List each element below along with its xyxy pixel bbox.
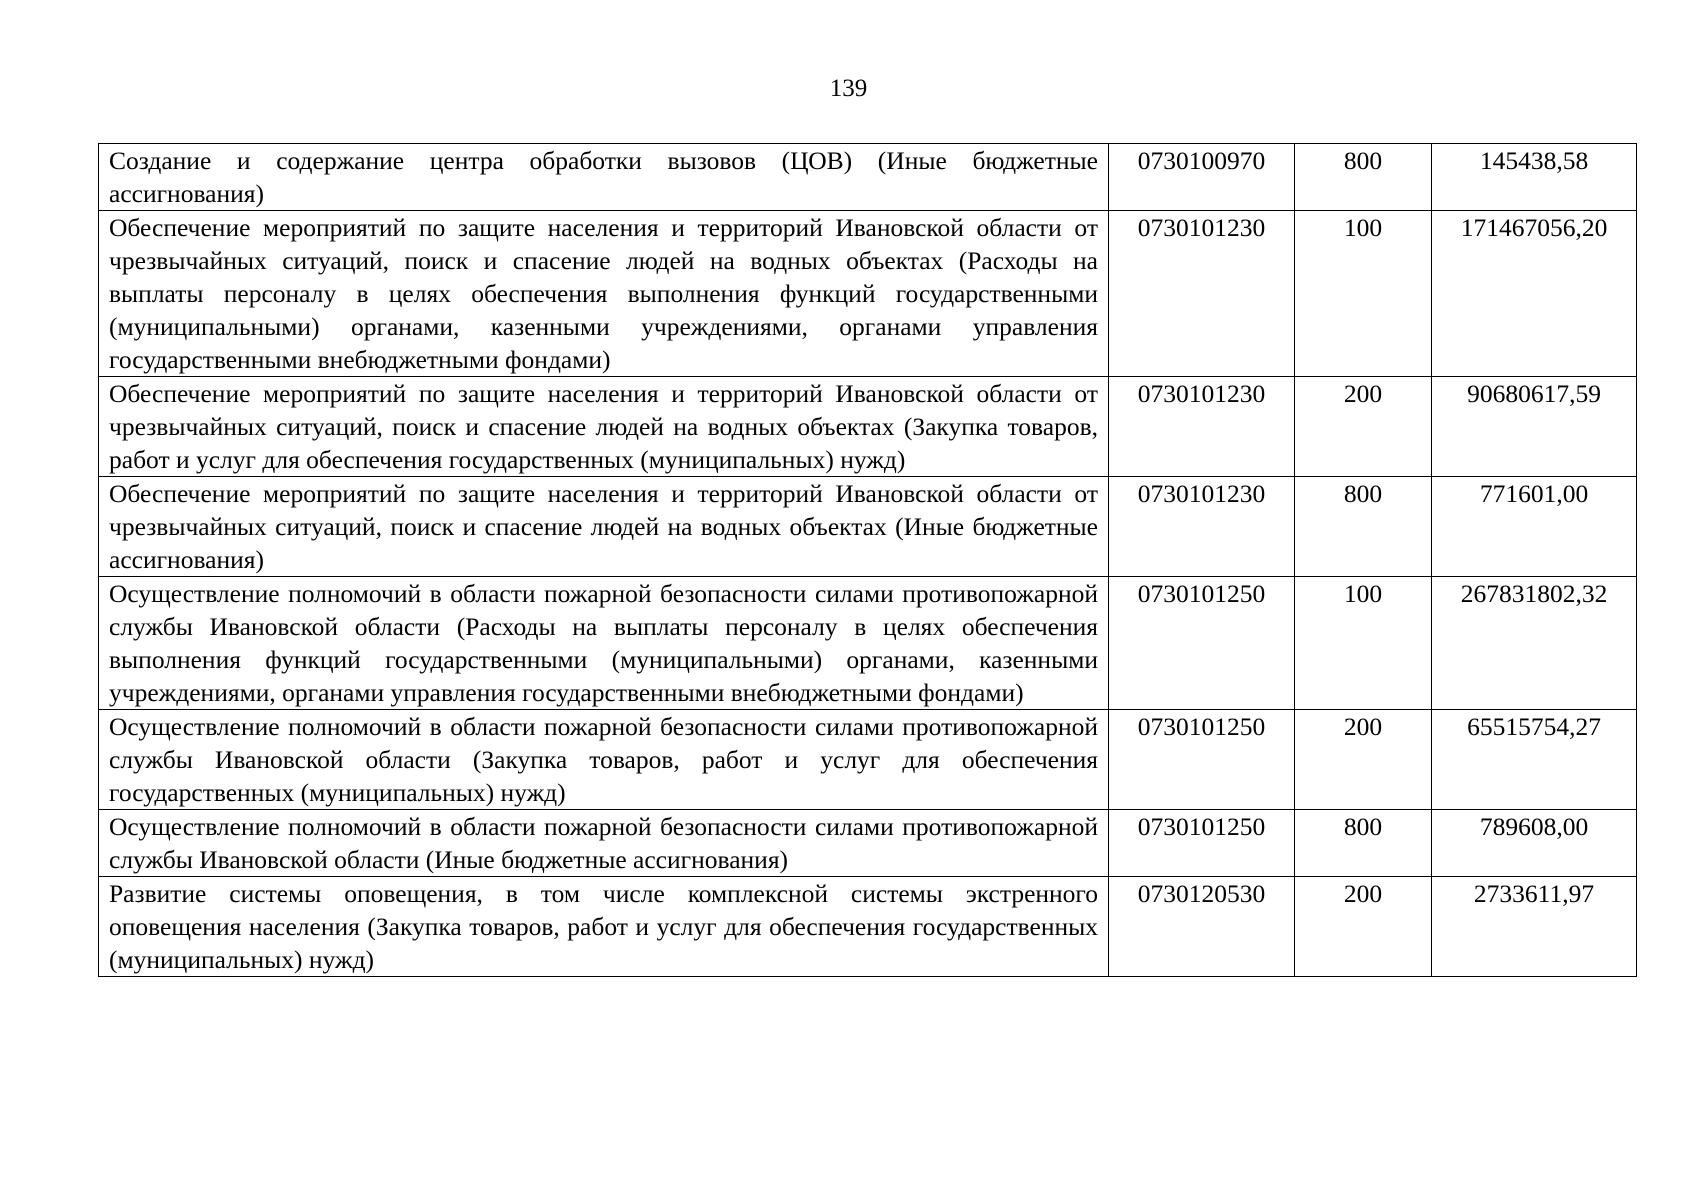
row-expense-type: 800: [1295, 477, 1432, 577]
row-target-code: 0730101230: [1109, 211, 1295, 377]
row-amount: 789608,00: [1432, 810, 1637, 877]
row-target-code: 0730101230: [1109, 477, 1295, 577]
row-description: Осуществление полномочий в области пожарной безопасности силами противопожарной службы Ивановской области (Расходы на выплаты персоналу в целях обеспечения выполнения функций государственными (муниципальными) органами, казенными учреждениями, органами управления государственными внебюджетными фондами): [99, 577, 1109, 710]
row-description: Осуществление полномочий в области пожарной безопасности силами противопожарной службы Ивановской области (Иные бюджетные ассигнования): [99, 810, 1109, 877]
table-row: [99, 877, 1637, 977]
table-row: [99, 710, 1637, 810]
row-description: Обеспечение мероприятий по защите населения и территорий Ивановской области от чрезвычайных ситуаций, поиск и спасение людей на водных объектах (Закупка товаров, работ и услуг для обеспечения государственных (муниципальных) нужд): [99, 377, 1109, 477]
row-description: Создание и содержание центра обработки вызовов (ЦОВ) (Иные бюджетные ассигнования): [99, 144, 1109, 211]
row-target-code: 0730101250: [1109, 577, 1295, 710]
row-amount: 771601,00: [1432, 477, 1637, 577]
budget-table-body: [99, 144, 1637, 977]
table-row: [99, 810, 1637, 877]
row-target-code: 0730101250: [1109, 810, 1295, 877]
row-expense-type: 100: [1295, 577, 1432, 710]
row-expense-type: 200: [1295, 710, 1432, 810]
row-target-code: 0730101250: [1109, 710, 1295, 810]
table-row: [99, 144, 1637, 211]
row-amount: 2733611,97: [1432, 877, 1637, 977]
table-row: [99, 377, 1637, 477]
row-expense-type: 100: [1295, 211, 1432, 377]
row-expense-type: 800: [1295, 144, 1432, 211]
row-description: Осуществление полномочий в области пожарной безопасности силами противопожарной службы Ивановской области (Закупка товаров, работ и услуг для обеспечения государственных (муниципальных) нужд): [99, 710, 1109, 810]
row-expense-type: 200: [1295, 377, 1432, 477]
row-target-code: 0730101230: [1109, 377, 1295, 477]
row-description: Обеспечение мероприятий по защите населения и территорий Ивановской области от чрезвычайных ситуаций, поиск и спасение людей на водных объектах (Расходы на выплаты персоналу в целях обеспечения выполнения функций государственными (муниципальными) органами, казенными учреждениями, органами управления государственными внебюджетными фондами): [99, 211, 1109, 377]
row-description: Развитие системы оповещения, в том числе комплексной системы экстренного оповещения населения (Закупка товаров, работ и услуг для обеспечения государственных (муниципальных) нужд): [99, 877, 1109, 977]
page-number: 139: [829, 75, 868, 102]
row-amount: 65515754,27: [1432, 710, 1637, 810]
table-row: [99, 211, 1637, 377]
table-row: [99, 477, 1637, 577]
row-expense-type: 800: [1295, 810, 1432, 877]
row-amount: 90680617,59: [1432, 377, 1637, 477]
table-row: [99, 577, 1637, 710]
budget-table: [98, 143, 1637, 977]
row-amount: 267831802,32: [1432, 577, 1637, 710]
row-target-code: 0730100970: [1109, 144, 1295, 211]
row-expense-type: 200: [1295, 877, 1432, 977]
row-amount: 171467056,20: [1432, 211, 1637, 377]
row-description: Обеспечение мероприятий по защите населения и территорий Ивановской области от чрезвычайных ситуаций, поиск и спасение людей на водных объектах (Иные бюджетные ассигнования): [99, 477, 1109, 577]
row-target-code: 0730120530: [1109, 877, 1295, 977]
row-amount: 145438,58: [1432, 144, 1637, 211]
